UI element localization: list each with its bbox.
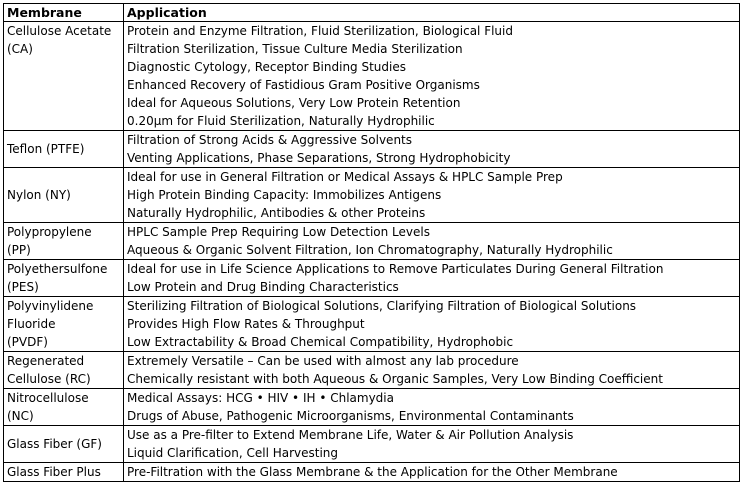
membrane-name: Glass Fiber (GF)	[7, 437, 102, 451]
membrane-name: Polyethersulfone	[7, 262, 108, 276]
membrane-cell	[4, 463, 124, 482]
membrane-name: Polypropylene	[7, 225, 92, 239]
membrane-cell	[4, 426, 124, 463]
membrane-application-table	[3, 3, 740, 482]
membrane-cell	[4, 168, 124, 223]
application-cell	[124, 463, 740, 482]
application-line: Ideal for use in General Filtration or Medical Assays & HPLC Sample Prep	[127, 170, 563, 184]
application-cell	[124, 260, 740, 297]
membrane-abbrev: (NC)	[7, 409, 34, 423]
application-line: Pre-Filtration with the Glass Membrane & the Application for the Other Membrane	[127, 465, 618, 479]
table-row	[4, 131, 740, 168]
application-line: Ideal for use in Life Science Applications to Remove Particulates During General Filtration	[127, 262, 664, 276]
application-line: Medical Assays: HCG • HIV • IH • Chlamydia	[127, 391, 394, 405]
membrane-name: Teflon (PTFE)	[7, 142, 85, 156]
membrane-name: Polyvinylidene	[7, 299, 94, 313]
application-cell	[124, 389, 740, 426]
application-cell	[124, 426, 740, 463]
membrane-abbrev: Cellulose (RC)	[7, 372, 91, 386]
application-line: Chemically resistant with both Aqueous & Organic Samples, Very Low Binding Coefficient	[127, 372, 663, 386]
header-row	[4, 4, 740, 22]
table-row	[4, 168, 740, 223]
membrane-cell	[4, 389, 124, 426]
application-cell	[124, 352, 740, 389]
application-line: Enhanced Recovery of Fastidious Gram Positive Organisms	[127, 78, 480, 92]
application-line: Diagnostic Cytology, Receptor Binding Studies	[127, 60, 406, 74]
membrane-abbrev: (PES)	[7, 280, 39, 294]
application-line: Low Extractability & Broad Chemical Compatibility, Hydrophobic	[127, 335, 514, 349]
membrane-name: Nitrocellulose	[7, 391, 89, 405]
table-row	[4, 426, 740, 463]
application-line: Extremely Versatile – Can be used with almost any lab procedure	[127, 354, 519, 368]
application-line: Provides High Flow Rates & Throughput	[127, 317, 365, 331]
membrane-name-cont: Fluoride	[7, 317, 56, 331]
membrane-abbrev: (PP)	[7, 243, 31, 257]
membrane-cell	[4, 223, 124, 260]
membrane-cell	[4, 131, 124, 168]
membrane-abbrev: (CA)	[7, 42, 33, 56]
membrane-cell	[4, 260, 124, 297]
application-line: Ideal for Aqueous Solutions, Very Low Protein Retention	[127, 96, 461, 110]
application-line: Use as a Pre-filter to Extend Membrane Life, Water & Air Pollution Analysis	[127, 428, 574, 442]
table-row	[4, 22, 740, 131]
application-line: Liquid Clarification, Cell Harvesting	[127, 446, 339, 460]
application-cell	[124, 131, 740, 168]
application-line: Drugs of Abuse, Pathogenic Microorganisms, Environmental Contaminants	[127, 409, 574, 423]
application-cell	[124, 223, 740, 260]
membrane-cell	[4, 352, 124, 389]
application-line: Protein and Enzyme Filtration, Fluid Sterilization, Biological Fluid	[127, 24, 513, 38]
application-line: Aqueous & Organic Solvent Filtration, Ion Chromatography, Naturally Hydrophilic	[127, 243, 613, 257]
application-line: 0.20μm for Fluid Sterilization, Naturally Hydrophilic	[127, 114, 435, 128]
application-line: Naturally Hydrophilic, Antibodies & other Proteins	[127, 206, 426, 220]
header-membrane: Membrane	[4, 4, 124, 22]
membrane-name: Cellulose Acetate	[7, 24, 112, 38]
application-line: Filtration of Strong Acids & Aggressive Solvents	[127, 133, 412, 147]
membrane-cell	[4, 297, 124, 352]
membrane-name: Glass Fiber Plus	[7, 465, 101, 479]
membrane-abbrev: (PVDF)	[7, 335, 48, 349]
membrane-name: Nylon (NY)	[7, 188, 71, 202]
application-line: Sterilizing Filtration of Biological Solutions, Clarifying Filtration of Biological Solutions	[127, 299, 637, 313]
table-row	[4, 260, 740, 297]
table-row	[4, 297, 740, 352]
table-row	[4, 352, 740, 389]
application-line: HPLC Sample Prep Requiring Low Detection Levels	[127, 225, 430, 239]
table-row	[4, 223, 740, 260]
application-cell	[124, 297, 740, 352]
application-line: Venting Applications, Phase Separations, Strong Hydrophobicity	[127, 151, 511, 165]
application-line: Low Protein and Drug Binding Characteristics	[127, 280, 399, 294]
table-row	[4, 463, 740, 482]
membrane-name: Regenerated	[7, 354, 85, 368]
application-cell	[124, 22, 740, 131]
application-cell	[124, 168, 740, 223]
header-application: Application	[124, 4, 740, 22]
application-line: Filtration Sterilization, Tissue Culture Media Sterilization	[127, 42, 463, 56]
application-line: High Protein Binding Capacity: Immobilizes Antigens	[127, 188, 442, 202]
table-row	[4, 389, 740, 426]
membrane-cell	[4, 22, 124, 131]
